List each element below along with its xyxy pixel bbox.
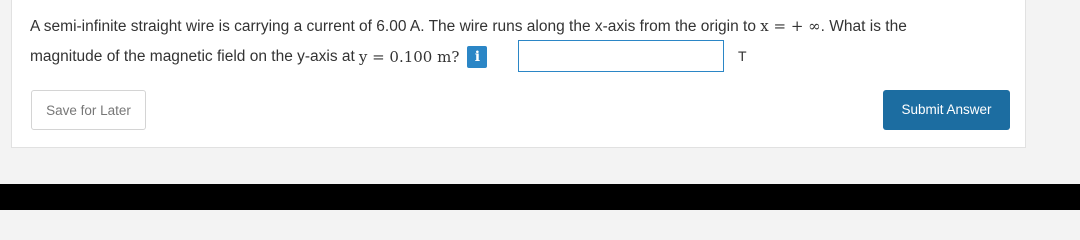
info-icon[interactable]: i [467, 46, 487, 68]
question-card [11, 0, 1026, 148]
question-text-line1 [30, 17, 907, 36]
question-text-end: . What is the [820, 18, 907, 35]
bottom-bar [0, 184, 1080, 210]
question-text: A semi-infinite straight wire is carrying a current of 6.00 A. The wire runs along the x-axis from the origin to [30, 18, 761, 35]
question-math-x: x = + ∞ [760, 17, 821, 35]
save-for-later-button[interactable]: Save for Later [31, 90, 146, 130]
question-text-2: magnitude of the magnetic field on the y-axis at [30, 48, 355, 65]
question-math-y: y = 0.100 m? [358, 48, 460, 66]
answer-input[interactable] [518, 40, 724, 72]
submit-answer-button[interactable]: Submit Answer [883, 90, 1010, 130]
question-text-line2 [30, 46, 487, 68]
unit-label: T [738, 48, 747, 64]
